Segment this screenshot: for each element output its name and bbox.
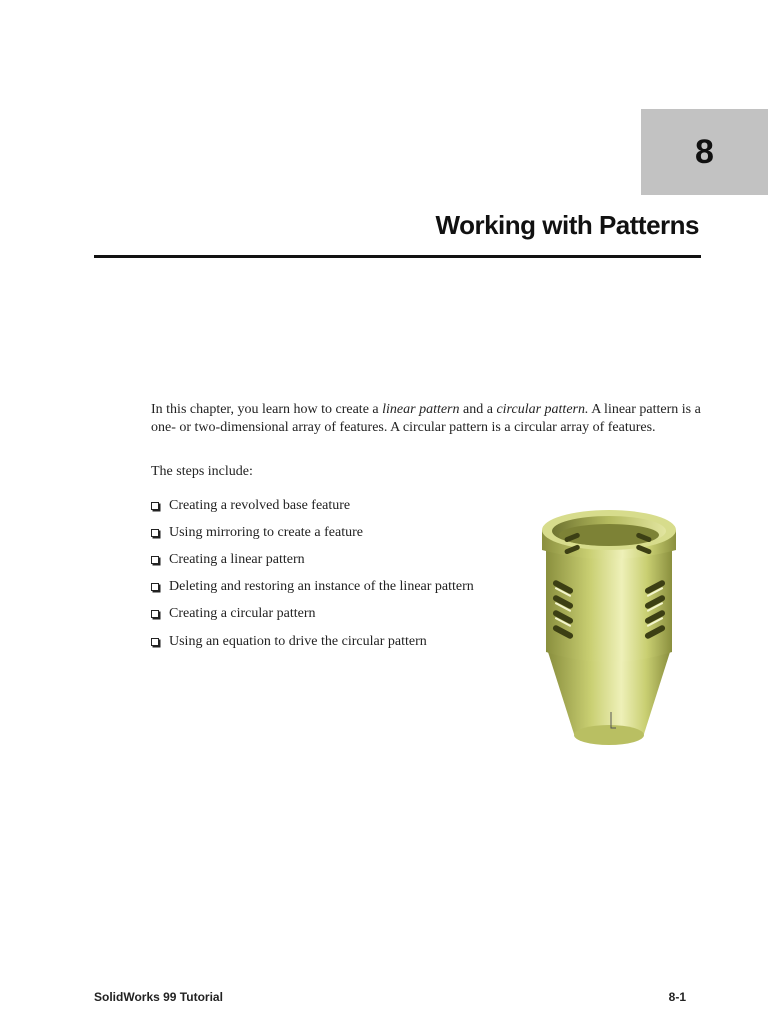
checkbox-bullet-icon bbox=[151, 502, 159, 510]
step-label: Using an equation to drive the circular pattern bbox=[169, 633, 427, 649]
intro-term-circular: circular pattern. bbox=[496, 402, 589, 417]
checkbox-bullet-icon bbox=[151, 610, 159, 618]
title-divider bbox=[94, 255, 701, 258]
checkbox-bullet-icon bbox=[151, 529, 159, 537]
intro-text-2: and a bbox=[459, 402, 497, 417]
steps-intro: The steps include: bbox=[151, 464, 253, 479]
patterned-nozzle-part-icon bbox=[536, 502, 682, 750]
intro-term-linear: linear pattern bbox=[382, 402, 460, 417]
step-label: Creating a revolved base feature bbox=[169, 497, 351, 513]
step-label: Creating a linear pattern bbox=[169, 551, 305, 567]
chapter-number: 8 bbox=[695, 132, 714, 171]
intro-text-1: In this chapter, you learn how to create a bbox=[151, 402, 383, 417]
checkbox-bullet-icon bbox=[151, 638, 159, 646]
intro-paragraph bbox=[151, 401, 703, 437]
chapter-title: Working with Patterns bbox=[435, 210, 699, 240]
checkbox-bullet-icon bbox=[151, 583, 159, 591]
step-item bbox=[151, 628, 474, 655]
step-item bbox=[151, 519, 474, 546]
step-label: Deleting and restoring an instance of the linear pattern bbox=[169, 579, 474, 595]
step-item bbox=[151, 601, 474, 628]
step-label: Creating a circular pattern bbox=[169, 606, 316, 622]
steps-list bbox=[151, 492, 474, 655]
step-item bbox=[151, 492, 474, 519]
step-item bbox=[151, 574, 474, 601]
step-label: Using mirroring to create a feature bbox=[169, 524, 363, 540]
footer-book-title: SolidWorks 99 Tutorial bbox=[94, 990, 223, 1004]
chapter-number-tab bbox=[641, 109, 768, 195]
step-item bbox=[151, 546, 474, 573]
footer-page-number: 8-1 bbox=[668, 990, 686, 1004]
checkbox-bullet-icon bbox=[151, 556, 159, 564]
intro-text-3: A linear pattern is a one- or two-dimensional array of features. A circular pattern is a circular array of features. bbox=[151, 402, 701, 435]
